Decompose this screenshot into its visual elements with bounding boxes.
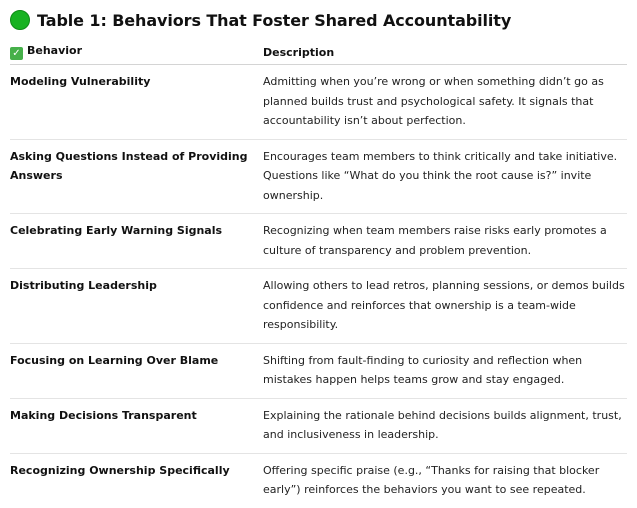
behavior-cell: Celebrating Early Warning Signals xyxy=(10,214,263,269)
behavior-cell: Focusing on Learning Over Blame xyxy=(10,343,263,398)
table-row xyxy=(10,139,627,214)
description-cell: Explaining the rationale behind decisions builds alignment, trust, and inclusiveness in leadership. xyxy=(263,398,627,453)
behavior-cell: Making Decisions Transparent xyxy=(10,398,263,453)
table-title: Table 1: Behaviors That Foster Shared Accountability xyxy=(37,10,512,30)
table-title-row xyxy=(10,9,511,31)
behavior-column-header xyxy=(10,40,263,65)
green-circle-icon xyxy=(10,10,30,30)
table-row xyxy=(10,343,627,398)
behavior-cell: Modeling Vulnerability xyxy=(10,65,263,140)
table-row xyxy=(10,214,627,269)
description-cell: Recognizing when team members raise risks early promotes a culture of transparency and problem prevention. xyxy=(263,214,627,269)
description-cell: Shifting from fault-finding to curiosity and reflection when mistakes happen helps teams grow and stay engaged. xyxy=(263,343,627,398)
description-column-header: Description xyxy=(263,40,627,65)
behavior-cell: Asking Questions Instead of Providing Answers xyxy=(10,139,263,214)
description-cell: Admitting when you’re wrong or when something didn’t go as planned builds trust and psychological safety. It signals that accountability isn’t about perfection. xyxy=(263,65,627,140)
behaviors-table xyxy=(10,40,627,508)
description-cell: Allowing others to lead retros, planning sessions, or demos builds confidence and reinforces that ownership is a team-wide responsibility. xyxy=(263,269,627,344)
table-row xyxy=(10,398,627,453)
behavior-header-label: Behavior xyxy=(27,44,83,57)
table-row xyxy=(10,453,627,508)
description-cell: Offering specific praise (e.g., “Thanks for raising that blocker early”) reinforces the behaviors you want to see repeated. xyxy=(263,463,600,496)
table-row xyxy=(10,65,627,140)
behavior-cell: Distributing Leadership xyxy=(10,269,263,344)
check-mark-icon: ✓ xyxy=(10,47,23,60)
description-cell: Encourages team members to think critically and take initiative. Questions like “What do you think the root cause is?” invite ownership. xyxy=(263,139,627,214)
table-row xyxy=(10,269,627,344)
table-header-row xyxy=(10,40,627,65)
behavior-cell: Recognizing Ownership Specifically xyxy=(10,463,230,477)
